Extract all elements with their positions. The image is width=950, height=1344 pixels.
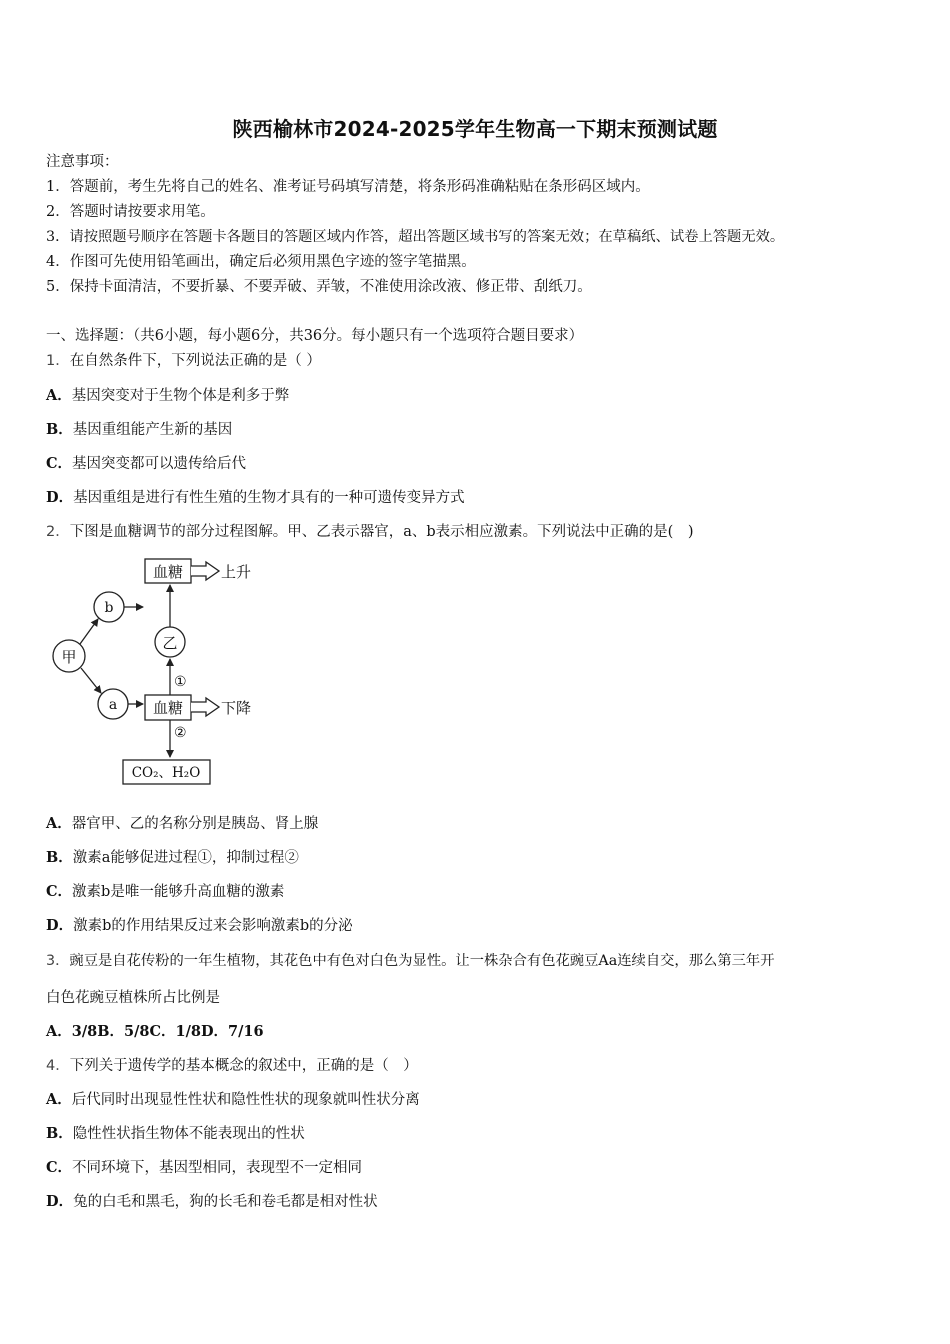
blood-sugar-mid-label: 血糖: [152, 699, 184, 717]
option-text: 激素b的作用结果反过来会影响激素b的分泌: [73, 918, 353, 934]
option-text: 基因突变对于生物个体是利多于弊: [71, 388, 290, 404]
option-a: [46, 386, 289, 406]
notes-item: 4．作图可先使用铅笔画出，确定后必须用黑色字迹的签字笔描黑。: [46, 254, 476, 270]
fall-hollow-arrow: [191, 698, 219, 716]
option-label: C．: [46, 455, 73, 472]
organ-yi-label: 乙: [162, 634, 178, 652]
option-line: A．3/8B．5/8C．1/8D．7/16: [46, 1023, 264, 1040]
notes-item: 3．请按照题号顺序在答题卡各题目的答题区域内作答，超出答题区域书写的答案无效；在草稿纸、试卷上答题无效。: [46, 229, 785, 245]
question-number: 2．: [46, 524, 70, 540]
option-c: [46, 454, 246, 474]
question-stem: 下图是血糖调节的部分过程图解。甲、乙表示器官，a、b表示相应激素。下列说法中正确的是( ): [69, 524, 694, 540]
question-2: [46, 522, 693, 542]
question-3-continued: 白色花豌豆植株所占比例是: [46, 990, 220, 1006]
question-number: 1．: [46, 353, 70, 369]
option-text: 兔的白毛和黑毛，狗的长毛和卷毛都是相对性状: [73, 1194, 378, 1210]
question-3: [46, 951, 775, 971]
question-stem: 下列关于遗传学的基本概念的叙述中，正确的是（ ）: [69, 1058, 418, 1074]
option-text: 不同环境下，基因型相同，表现型不一定相同: [72, 1160, 363, 1176]
blood-sugar-diagram: [46, 555, 276, 790]
question-stem: 在自然条件下，下列说法正确的是（ ）: [69, 353, 321, 369]
option-label: B．: [46, 421, 73, 438]
option-d: [46, 488, 465, 508]
option-text: 激素b是唯一能够升高血糖的激素: [72, 884, 285, 900]
question-number: 4．: [46, 1058, 70, 1074]
option-a: [46, 1090, 420, 1110]
option-d: [46, 916, 353, 936]
question-1: [46, 351, 321, 371]
question-stem: 豌豆是自花传粉的一年生植物，其花色中有色对白色为显性。让一株杂合有色花豌豆Aa连续自交，那么第三年开: [69, 953, 775, 969]
option-text: 基因重组能产生新的基因: [72, 422, 233, 438]
option-label: A．: [46, 815, 72, 832]
option-c: [46, 1158, 362, 1178]
option-label: D．: [46, 1193, 74, 1210]
option-b: [46, 1124, 305, 1144]
page-title: 陕西榆林市2024-2025学年生物高一下期末预测试题: [232, 117, 718, 141]
process-2-label: ②: [174, 725, 187, 741]
option-label: B．: [46, 849, 73, 866]
hormone-a-label: a: [108, 697, 118, 713]
process-1-label: ①: [174, 674, 187, 690]
section-heading: 一、选择题：（共6小题，每小题6分，共36分。每小题只有一个选项符合题目要求）: [46, 328, 584, 344]
option-label: D．: [46, 489, 74, 506]
hormone-b-label: b: [104, 600, 114, 616]
notes-item: 1．答题前，考生先将自己的姓名、准考证号码填写清楚，将条形码准确粘贴在条形码区域内。: [46, 179, 650, 195]
question-3-options: [46, 1022, 264, 1042]
rise-label: 上升: [221, 563, 252, 581]
option-c: [46, 882, 284, 902]
rise-hollow-arrow: [191, 562, 219, 580]
option-b: [46, 848, 299, 868]
notes-heading: 注意事项：: [46, 154, 119, 170]
option-label: B．: [46, 1125, 73, 1142]
option-a: [46, 814, 318, 834]
option-label: C．: [46, 1159, 73, 1176]
option-b: [46, 420, 232, 440]
blood-sugar-top-label: 血糖: [152, 563, 184, 581]
option-d: [46, 1192, 378, 1212]
co2-h2o-label: CO₂、H₂O: [131, 765, 201, 781]
organ-jia-label: 甲: [61, 648, 77, 666]
fall-label: 下降: [221, 699, 252, 717]
option-label: C．: [46, 883, 73, 900]
option-text: 器官甲、乙的名称分别是胰岛、肾上腺: [71, 816, 319, 832]
question-number: 3．: [46, 953, 70, 969]
notes-item: 5．保持卡面清洁，不要折暴、不要弄破、弄皱，不准使用涂改液、修正带、刮纸刀。: [46, 279, 592, 295]
option-text: 基因突变都可以遗传给后代: [72, 456, 247, 472]
option-label: A．: [46, 1091, 72, 1108]
option-label: D．: [46, 917, 74, 934]
notes-item: 2．答题时请按要求用笔。: [46, 204, 215, 220]
option-label: A．: [46, 387, 72, 404]
option-text: 激素a能够促进过程①，抑制过程②: [72, 850, 299, 866]
option-text: 基因重组是进行有性生殖的生物才具有的一种可遗传变异方式: [73, 490, 465, 506]
option-text: 隐性性状指生物体不能表现出的性状: [72, 1126, 305, 1142]
option-text: 后代同时出现显性性状和隐性性状的现象就叫性状分离: [71, 1092, 420, 1108]
question-4: [46, 1056, 418, 1076]
